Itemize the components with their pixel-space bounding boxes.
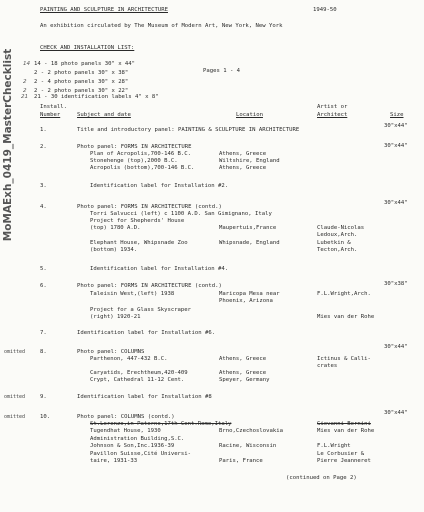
handwritten-count: 21 — [21, 94, 29, 100]
entry-line: Pavillon Suisse,Cité Universi- — [90, 451, 192, 457]
entry-line: (right) 1920-21 — [90, 314, 141, 320]
entry-location: Paris, France — [219, 458, 263, 464]
entry-line: Stonehenge (top),2000 B.C. — [90, 158, 178, 164]
entry-line: Taleisin West,(left) 1938 — [90, 291, 175, 297]
entry-artist: Mies van der Rohe — [317, 428, 375, 434]
entry-location: Wiltshire, England — [219, 158, 280, 164]
entry-number: 2. — [40, 144, 47, 150]
entry-size: 30"x44" — [384, 344, 408, 350]
col-artist-1: Artist or — [317, 104, 348, 110]
col-install: Install. — [40, 104, 67, 110]
entry-location: Racine, Wisconsin — [219, 443, 277, 449]
entry-line: Torri Salvucci (left) c 1100 A.D. San Gimignano, Italy — [90, 211, 272, 217]
entry-line: Project for Shepherds' House — [90, 218, 185, 224]
col-artist-2: Architect — [317, 112, 348, 118]
entry-location: Athens, Greece — [219, 370, 267, 376]
entry-artist: Tecton,Arch. — [317, 247, 358, 253]
pages-note: Pages 1 - 4 — [203, 68, 241, 74]
entry-number: 9. — [40, 394, 47, 400]
entry-text: Identification label for Installation #2. — [90, 183, 229, 189]
entry-line: Acropolis (bottom),700-146 B.C. — [90, 165, 195, 171]
col-subject: Subject and date — [77, 112, 131, 118]
entry-artist: F.L.Wright,Arch. — [317, 291, 371, 297]
entry-number: 10. — [40, 414, 51, 420]
entry-number: 1. — [40, 127, 47, 133]
checklist-heading: CHECK AND INSTALLATION LIST: — [40, 45, 135, 51]
entry-location: Maricopa Mesa near — [219, 291, 280, 297]
continued-note: (continued on Page 2) — [286, 475, 357, 481]
entry-artist: Lubetkin & — [317, 240, 351, 246]
col-size: Size — [390, 112, 404, 118]
entry-artist: crates — [317, 363, 338, 369]
entry-line: Crypt, Cathedral 11-12 Cent. — [90, 377, 185, 383]
entry-number: 7. — [40, 330, 47, 336]
entry-location: Athens, Greece — [219, 151, 267, 157]
entry-line: Johnson & Son,Inc.1936-39 — [90, 443, 175, 449]
entry-location: Speyer, Germany — [219, 377, 270, 383]
entry-line-struck: St.Lorenzo,in Paterno,17th Cent.Rome,Italy — [90, 421, 232, 427]
col-number: Number — [40, 112, 61, 118]
entry-line: Tugendhat House, 1930 — [90, 428, 161, 434]
archive-label: MoMAExh_0419_MasterChecklist — [2, 48, 14, 242]
handwritten-count: 14 — [23, 61, 31, 67]
summary-line: 2 - 2 photo panels 30" x 22" — [34, 88, 129, 94]
entry-size: 30"x38" — [384, 281, 408, 287]
handwritten-count: 2 — [23, 79, 27, 85]
entry-title: Photo panel: FORMS IN ARCHITECTURE (contd.) — [77, 204, 222, 210]
entry-location: Brno,Czechoslovakia — [219, 428, 283, 434]
entry-location: Whipsnade, England — [219, 240, 280, 246]
entry-text: Identification label for Installation #8 — [77, 394, 212, 400]
entry-line: Administration Building,S.C. — [90, 436, 185, 442]
entry-location: Athens, Greece — [219, 165, 267, 171]
entry-text: Title and introductory panel: PAINTING & SCULPTURE IN ARCHITECTURE — [77, 127, 300, 133]
entry-artist: Mies van der Rohe — [317, 314, 375, 320]
summary-line: 2 - 2 photo panels 30" x 38" — [34, 70, 129, 76]
entry-line: Parthenon, 447-432 B.C. — [90, 356, 168, 362]
entry-line: Plan of Acropolis,700-146 B.C. — [90, 151, 192, 157]
archive-sidebar — [1, 12, 15, 278]
entry-artist: Ictinus & Calli- — [317, 356, 371, 362]
entry-number: 6. — [40, 283, 47, 289]
entry-size: 30"x44" — [384, 410, 408, 416]
entry-number: 3. — [40, 183, 47, 189]
entry-artist: F.L.Wright — [317, 443, 351, 449]
document-title: PAINTING AND SCULPTURE IN ARCHITECTURE — [40, 7, 168, 13]
entry-artist: Claude-Nicolas — [317, 225, 365, 231]
entry-line: (bottom) 1934. — [90, 247, 138, 253]
entry-size: 30"x44" — [384, 123, 408, 129]
omitted-note: omitted — [4, 414, 26, 420]
entry-size: 30"x44" — [384, 143, 408, 149]
omitted-note: omitted — [4, 349, 26, 355]
entry-line: taire, 1931-33 — [90, 458, 138, 464]
summary-line: 14 - 18 photo panels 30" x 44" — [34, 61, 136, 67]
entry-location: Athens, Greece — [219, 356, 267, 362]
entry-text: Identification label for Installation #4. — [90, 266, 229, 272]
entry-text: Identification label for Installation #6. — [77, 330, 216, 336]
entry-artist: Pierre Jeanneret — [317, 458, 371, 464]
summary-line: 21 - 30 identification labels 4" x 8" — [34, 94, 159, 100]
entry-artist: Ledoux,Arch. — [317, 232, 358, 238]
entry-number: 5. — [40, 266, 47, 272]
entry-artist: Le Corbusier & — [317, 451, 365, 457]
document-date: 1949-50 — [313, 7, 337, 13]
summary-line: 2 - 4 photo panels 30" x 28" — [34, 79, 129, 85]
entry-line: Caryatids, Erechtheum,420-409 — [90, 370, 188, 376]
omitted-note: omitted — [4, 394, 26, 400]
entry-line: Elephant House, Whipsnade Zoo — [90, 240, 188, 246]
entry-line: (top) 1780 A.D. — [90, 225, 141, 231]
entry-title: Photo panel: FORMS IN ARCHITECTURE — [77, 144, 192, 150]
document-subtitle: An exhibition circulated by The Museum of Modern Art, New York, New York — [40, 23, 283, 29]
handwritten-count: 2 — [23, 88, 27, 94]
entry-title: Photo panel: FORMS IN ARCHITECTURE (contd.) — [77, 283, 222, 289]
entry-number: 4. — [40, 204, 47, 210]
col-location: Location — [236, 112, 263, 118]
entry-location: Phoenix, Arizona — [219, 298, 273, 304]
entry-location: Maupertuis,France — [219, 225, 277, 231]
entry-number: 8. — [40, 349, 47, 355]
entry-title: Photo panel: COLUMNS — [77, 349, 145, 355]
entry-size: 30"x44" — [384, 200, 408, 206]
entry-line: Project for a Glass Skyscraper — [90, 307, 192, 313]
entry-title: Photo panel: COLUMNS (contd.) — [77, 414, 175, 420]
entry-artist-struck: Giovanni Bernini — [317, 421, 371, 427]
